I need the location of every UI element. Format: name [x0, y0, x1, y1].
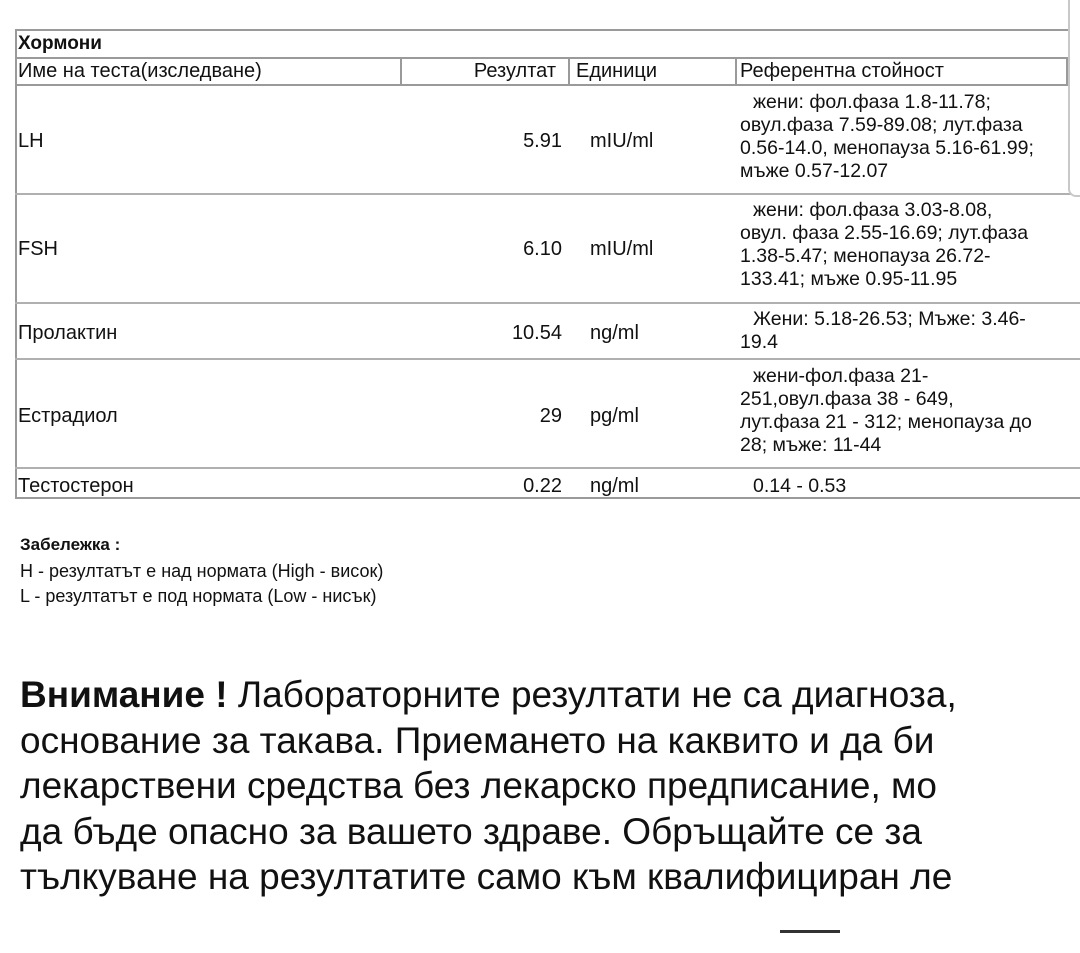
column-header-units: Единици	[576, 60, 658, 82]
reference-line: 0.14 - 0.53	[753, 475, 847, 497]
column-header-name: Име на теста(изследване)	[18, 60, 262, 82]
note-line-low: L - резултатът е под нормата (Low - нисък)	[20, 586, 377, 606]
header-divider	[568, 58, 570, 85]
table-row-units: ng/ml	[590, 475, 639, 497]
table-row-name: Естрадиол	[18, 405, 118, 427]
table-row-result: 5.91	[523, 130, 562, 152]
table-row-reference	[740, 199, 1080, 291]
table-row-units: pg/ml	[590, 405, 639, 427]
reference-line: 0.56-14.0, менопауза 5.16-61.99;	[740, 137, 1034, 159]
reference-line: 19.4	[740, 331, 778, 353]
section-title: Хормони	[18, 33, 102, 54]
warning-line: да бъде опасно за вашето здраве. Обръщайте се за	[20, 810, 922, 852]
reference-line: жени: фол.фаза 1.8-11.78;	[753, 91, 991, 113]
reference-line: жени-фол.фаза 21-	[753, 365, 929, 387]
row-divider	[15, 358, 1080, 360]
reference-line: 251,овул.фаза 38 - 649,	[740, 388, 954, 410]
header-divider	[735, 58, 737, 85]
table-row-reference	[740, 91, 1080, 183]
warning-line: Лабораторните резултати не са диагноза,	[227, 674, 957, 715]
warning-line: тълкуване на резултатите само към квалифициран ле	[20, 856, 953, 897]
table-row-reference	[740, 365, 1080, 457]
scrollbar-thumb[interactable]	[1068, 0, 1080, 197]
table-row-name: FSH	[18, 238, 58, 260]
cut-off-text-fragment	[780, 930, 840, 953]
table-row-units: mIU/ml	[590, 238, 654, 260]
reference-line: овул.фаза 7.59-89.08; лут.фаза	[740, 114, 1023, 136]
table-row-units: ng/ml	[590, 322, 639, 344]
note-title: Забележка :	[20, 535, 121, 554]
reference-line: 1.38-5.47; менопауза 26.72-	[740, 245, 991, 267]
reference-line: Жени: 5.18-26.53; Мъже: 3.46-	[753, 308, 1026, 330]
reference-line: жени: фол.фаза 3.03-8.08,	[753, 199, 993, 221]
column-header-result: Резултат	[473, 60, 556, 82]
table-row-name: LH	[18, 130, 44, 152]
column-header-reference: Референтна стойност	[740, 60, 944, 82]
table-row-result: 29	[539, 405, 562, 427]
row-divider	[15, 193, 1080, 195]
table-row-reference	[740, 475, 1080, 498]
table-row-name: Пролактин	[18, 322, 118, 344]
reference-line: 28; мъже: 11-44	[740, 434, 882, 456]
warning-paragraph	[20, 672, 1080, 900]
row-divider	[15, 467, 1080, 469]
table-row-result: 10.54	[511, 322, 562, 344]
header-bottom-border	[15, 84, 1080, 86]
note-line-high: H - резултатът е над нормата (High - висок)	[20, 561, 384, 581]
table-row-result: 0.22	[523, 475, 562, 497]
reference-line: овул. фаза 2.55-16.69; лут.фаза	[740, 222, 1029, 244]
warning-line: основание за такава. Приемането на каквито и да би	[20, 719, 935, 761]
table-row-result: 6.10	[523, 238, 562, 260]
table-row-units: mIU/ml	[590, 130, 654, 152]
warning-label: Внимание !	[20, 674, 228, 715]
reference-line: лут.фаза 21 - 312; менопауза до	[740, 411, 1032, 433]
table-row-reference	[740, 308, 1080, 354]
warning-line: лекарствени средства без лекарско предписание, мо	[20, 765, 938, 806]
reference-line: 133.41; мъже 0.95-11.95	[740, 268, 958, 290]
reference-line: мъже 0.57-12.07	[740, 160, 889, 182]
table-row-name: Тестостерон	[18, 475, 134, 497]
row-divider	[15, 302, 1080, 304]
